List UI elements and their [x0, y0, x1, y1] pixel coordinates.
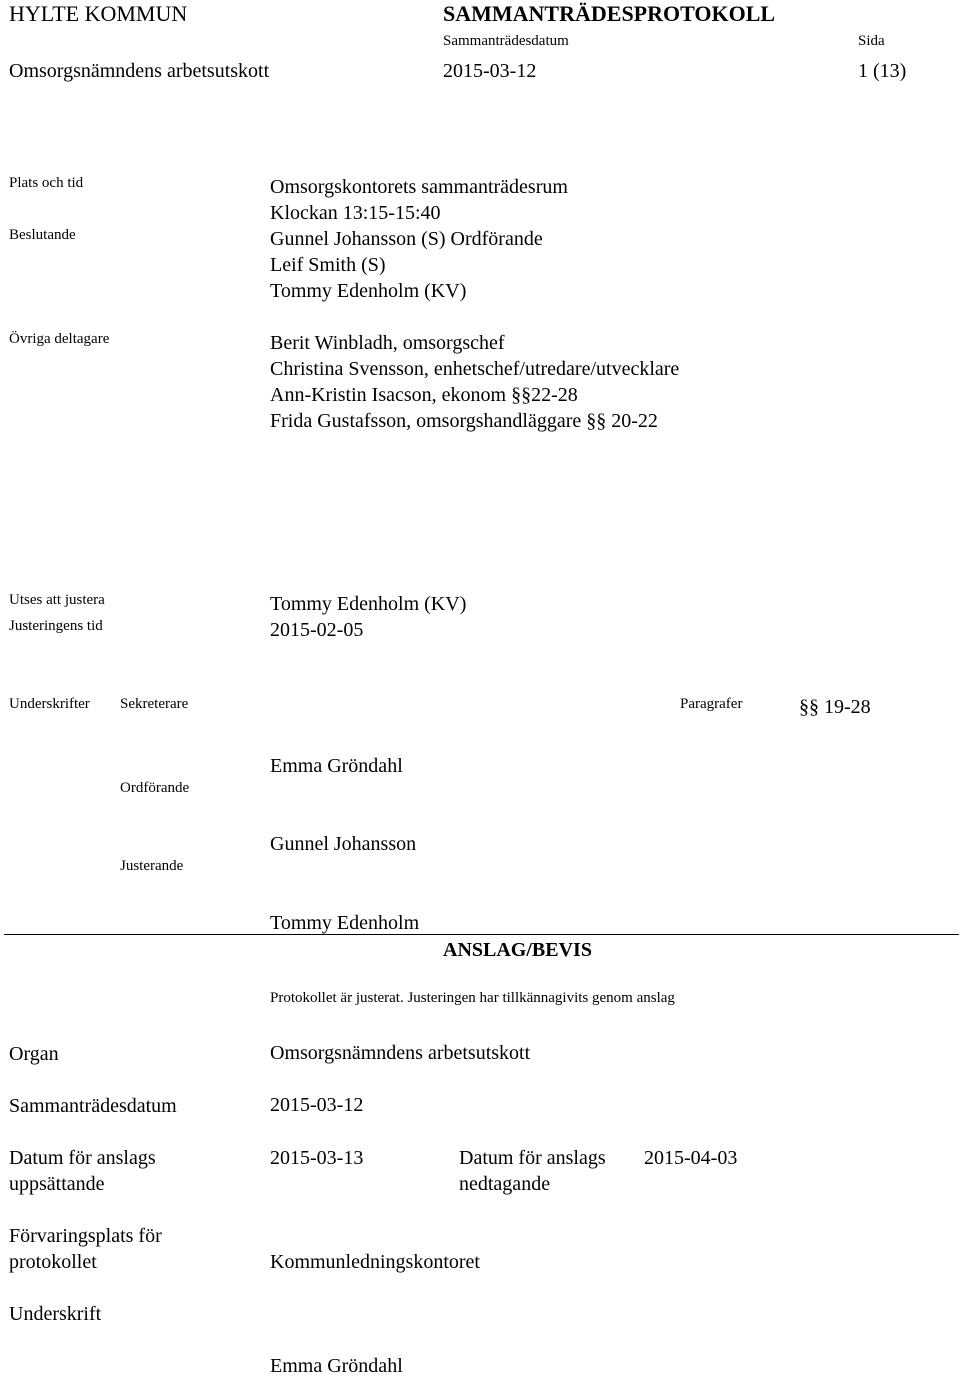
municipality-name: HYLTE KOMMUN — [9, 1, 188, 26]
organ-label: Organ — [9, 1043, 59, 1065]
participant — [270, 385, 578, 405]
posting-date-label: Datum för anslags — [9, 1147, 156, 1169]
decision-maker: Gunnel Johansson (S) Ordförande — [270, 228, 543, 250]
storage-label: Förvaringsplats för — [9, 1225, 162, 1247]
decision-makers-label: Beslutande — [9, 227, 76, 243]
participant — [270, 411, 658, 431]
other-participants-label: Övriga deltagare — [9, 331, 110, 347]
place-time-label: Plats och tid — [9, 175, 84, 191]
page-label: Sida — [858, 33, 885, 49]
storage-value: Kommunledningskontoret — [270, 1251, 480, 1273]
adjuster-chosen-label: Utses att justera — [9, 592, 105, 608]
participant: Berit Winbladh, omsorgschef — [270, 332, 505, 354]
adjuster-label: Justerande — [120, 858, 184, 874]
secretary-name: Emma Gröndahl — [270, 755, 403, 777]
document-type: SAMMANTRÄDESPROTOKOLL — [443, 1, 776, 26]
notice-date-value: 2015-03-12 — [270, 1094, 364, 1116]
participant-paragraphs: §§22-28 — [511, 384, 578, 406]
adjustment-time-label: Justeringens tid — [9, 618, 103, 634]
removal-date-label: nedtagande — [459, 1173, 551, 1195]
notice-title: ANSLAG/BEVIS — [443, 939, 592, 961]
participant: Christina Svensson, enhetschef/utredare/utvecklare — [270, 358, 680, 380]
chair-label: Ordförande — [120, 780, 190, 796]
adjuster-chosen-value: Tommy Edenholm (KV) — [270, 593, 467, 615]
paragraphs-label: Paragrafer — [680, 696, 743, 712]
section-divider — [4, 934, 959, 935]
adjuster-name: Tommy Edenholm — [270, 912, 420, 934]
notice-signature-name: Emma Gröndahl — [270, 1355, 403, 1377]
participant-paragraphs: §§ 20-22 — [586, 410, 658, 432]
removal-date-label: Datum för anslags — [459, 1147, 606, 1169]
posting-date-value: 2015-03-13 — [270, 1147, 364, 1169]
committee-name: Omsorgsnämndens arbetsutskott — [9, 60, 270, 82]
secretary-label: Sekreterare — [120, 696, 189, 712]
notice-signature-label: Underskrift — [9, 1303, 102, 1325]
decision-maker: Tommy Edenholm (KV) — [270, 280, 467, 302]
notice-date-label: Sammanträdesdatum — [9, 1095, 177, 1117]
signatures-label: Underskrifter — [9, 696, 90, 712]
participant-name: Ann-Kristin Isacson, ekonom — [270, 384, 512, 406]
paragraphs-value: §§ 19-28 — [799, 696, 871, 718]
participant-name: Frida Gustafsson, omsorgshandläggare — [270, 410, 587, 432]
page-number: 1 (13) — [858, 60, 907, 82]
meeting-date: 2015-03-12 — [443, 60, 537, 82]
chair-name: Gunnel Johansson — [270, 833, 417, 855]
meeting-place: Omsorgskontorets sammanträdesrum — [270, 176, 568, 198]
meeting-date-label: Sammanträdesdatum — [443, 33, 569, 49]
storage-label: protokollet — [9, 1251, 97, 1273]
organ-value: Omsorgsnämndens arbetsutskott — [270, 1042, 531, 1064]
notice-statement: Protokollet är justerat. Justeringen har tillkännagivits genom anslag — [270, 990, 675, 1006]
posting-date-label: uppsättande — [9, 1173, 105, 1195]
removal-date-value: 2015-04-03 — [644, 1147, 738, 1169]
meeting-time: Klockan 13:15-15:40 — [270, 202, 441, 224]
decision-maker: Leif Smith (S) — [270, 254, 386, 276]
adjustment-time-value: 2015-02-05 — [270, 619, 364, 641]
